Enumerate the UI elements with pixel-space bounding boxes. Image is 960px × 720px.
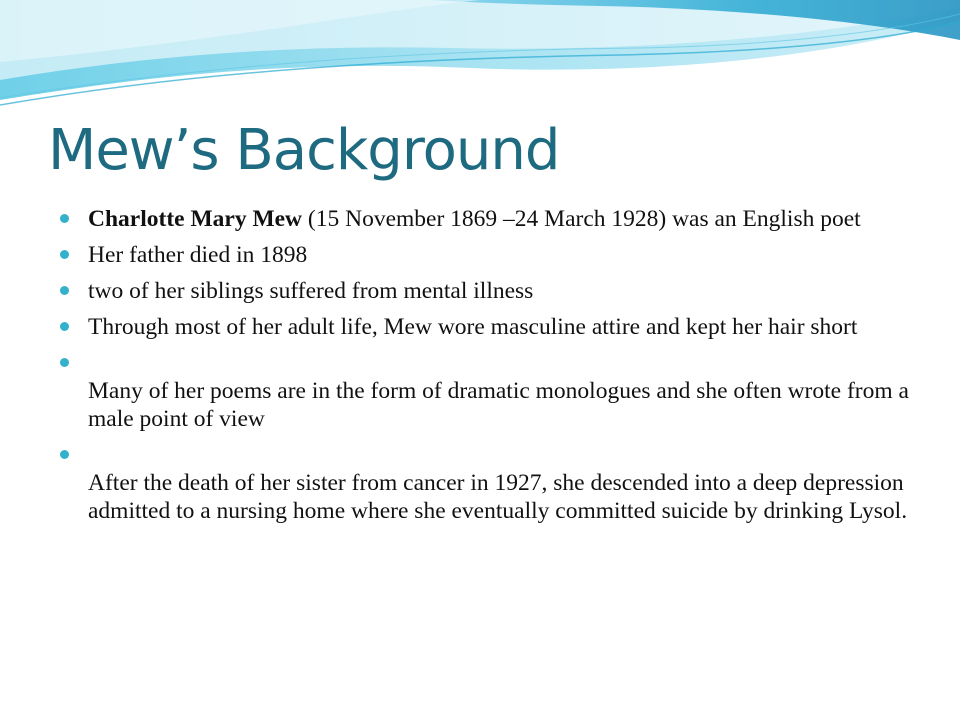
bullet-item	[60, 277, 910, 305]
bullet-bold-text: Charlotte Mary Mew	[88, 206, 303, 232]
bullet-text: After the death of her sister from cancer in 1927, she descended into a deep depression admitted to a nursing home where she eventually committed suicide by drinking Lysol.	[88, 470, 908, 524]
bullet-text: Her father died in 1898	[88, 242, 308, 268]
bullet-dot-icon	[60, 286, 69, 295]
bullet-dot-icon	[60, 250, 69, 259]
bullet-text: two of her siblings suffered from mental illness	[88, 278, 534, 304]
header-wave-decoration	[0, 0, 960, 120]
bullet-text: Many of her poems are in the form of dramatic monologues and she often wrote from a male point of view	[88, 378, 909, 432]
bullet-dot-icon	[60, 214, 69, 223]
bullet-item	[60, 241, 910, 269]
bullet-dot-icon	[60, 358, 69, 367]
bullet-list	[60, 205, 910, 533]
bullet-text	[88, 205, 910, 233]
slide-title: Mew’s Background	[48, 118, 560, 183]
bullet-item	[60, 205, 910, 233]
bullet-body-text: (15 November 1869 –24 March 1928) was an English poet	[302, 206, 861, 232]
bullet-dot-icon	[60, 450, 69, 459]
bullet-item	[60, 349, 910, 433]
bullet-text: Through most of her adult life, Mew wore masculine attire and kept her hair short	[88, 314, 858, 340]
bullet-item	[60, 313, 910, 341]
bullet-item	[60, 441, 910, 525]
bullet-dot-icon	[60, 322, 69, 331]
